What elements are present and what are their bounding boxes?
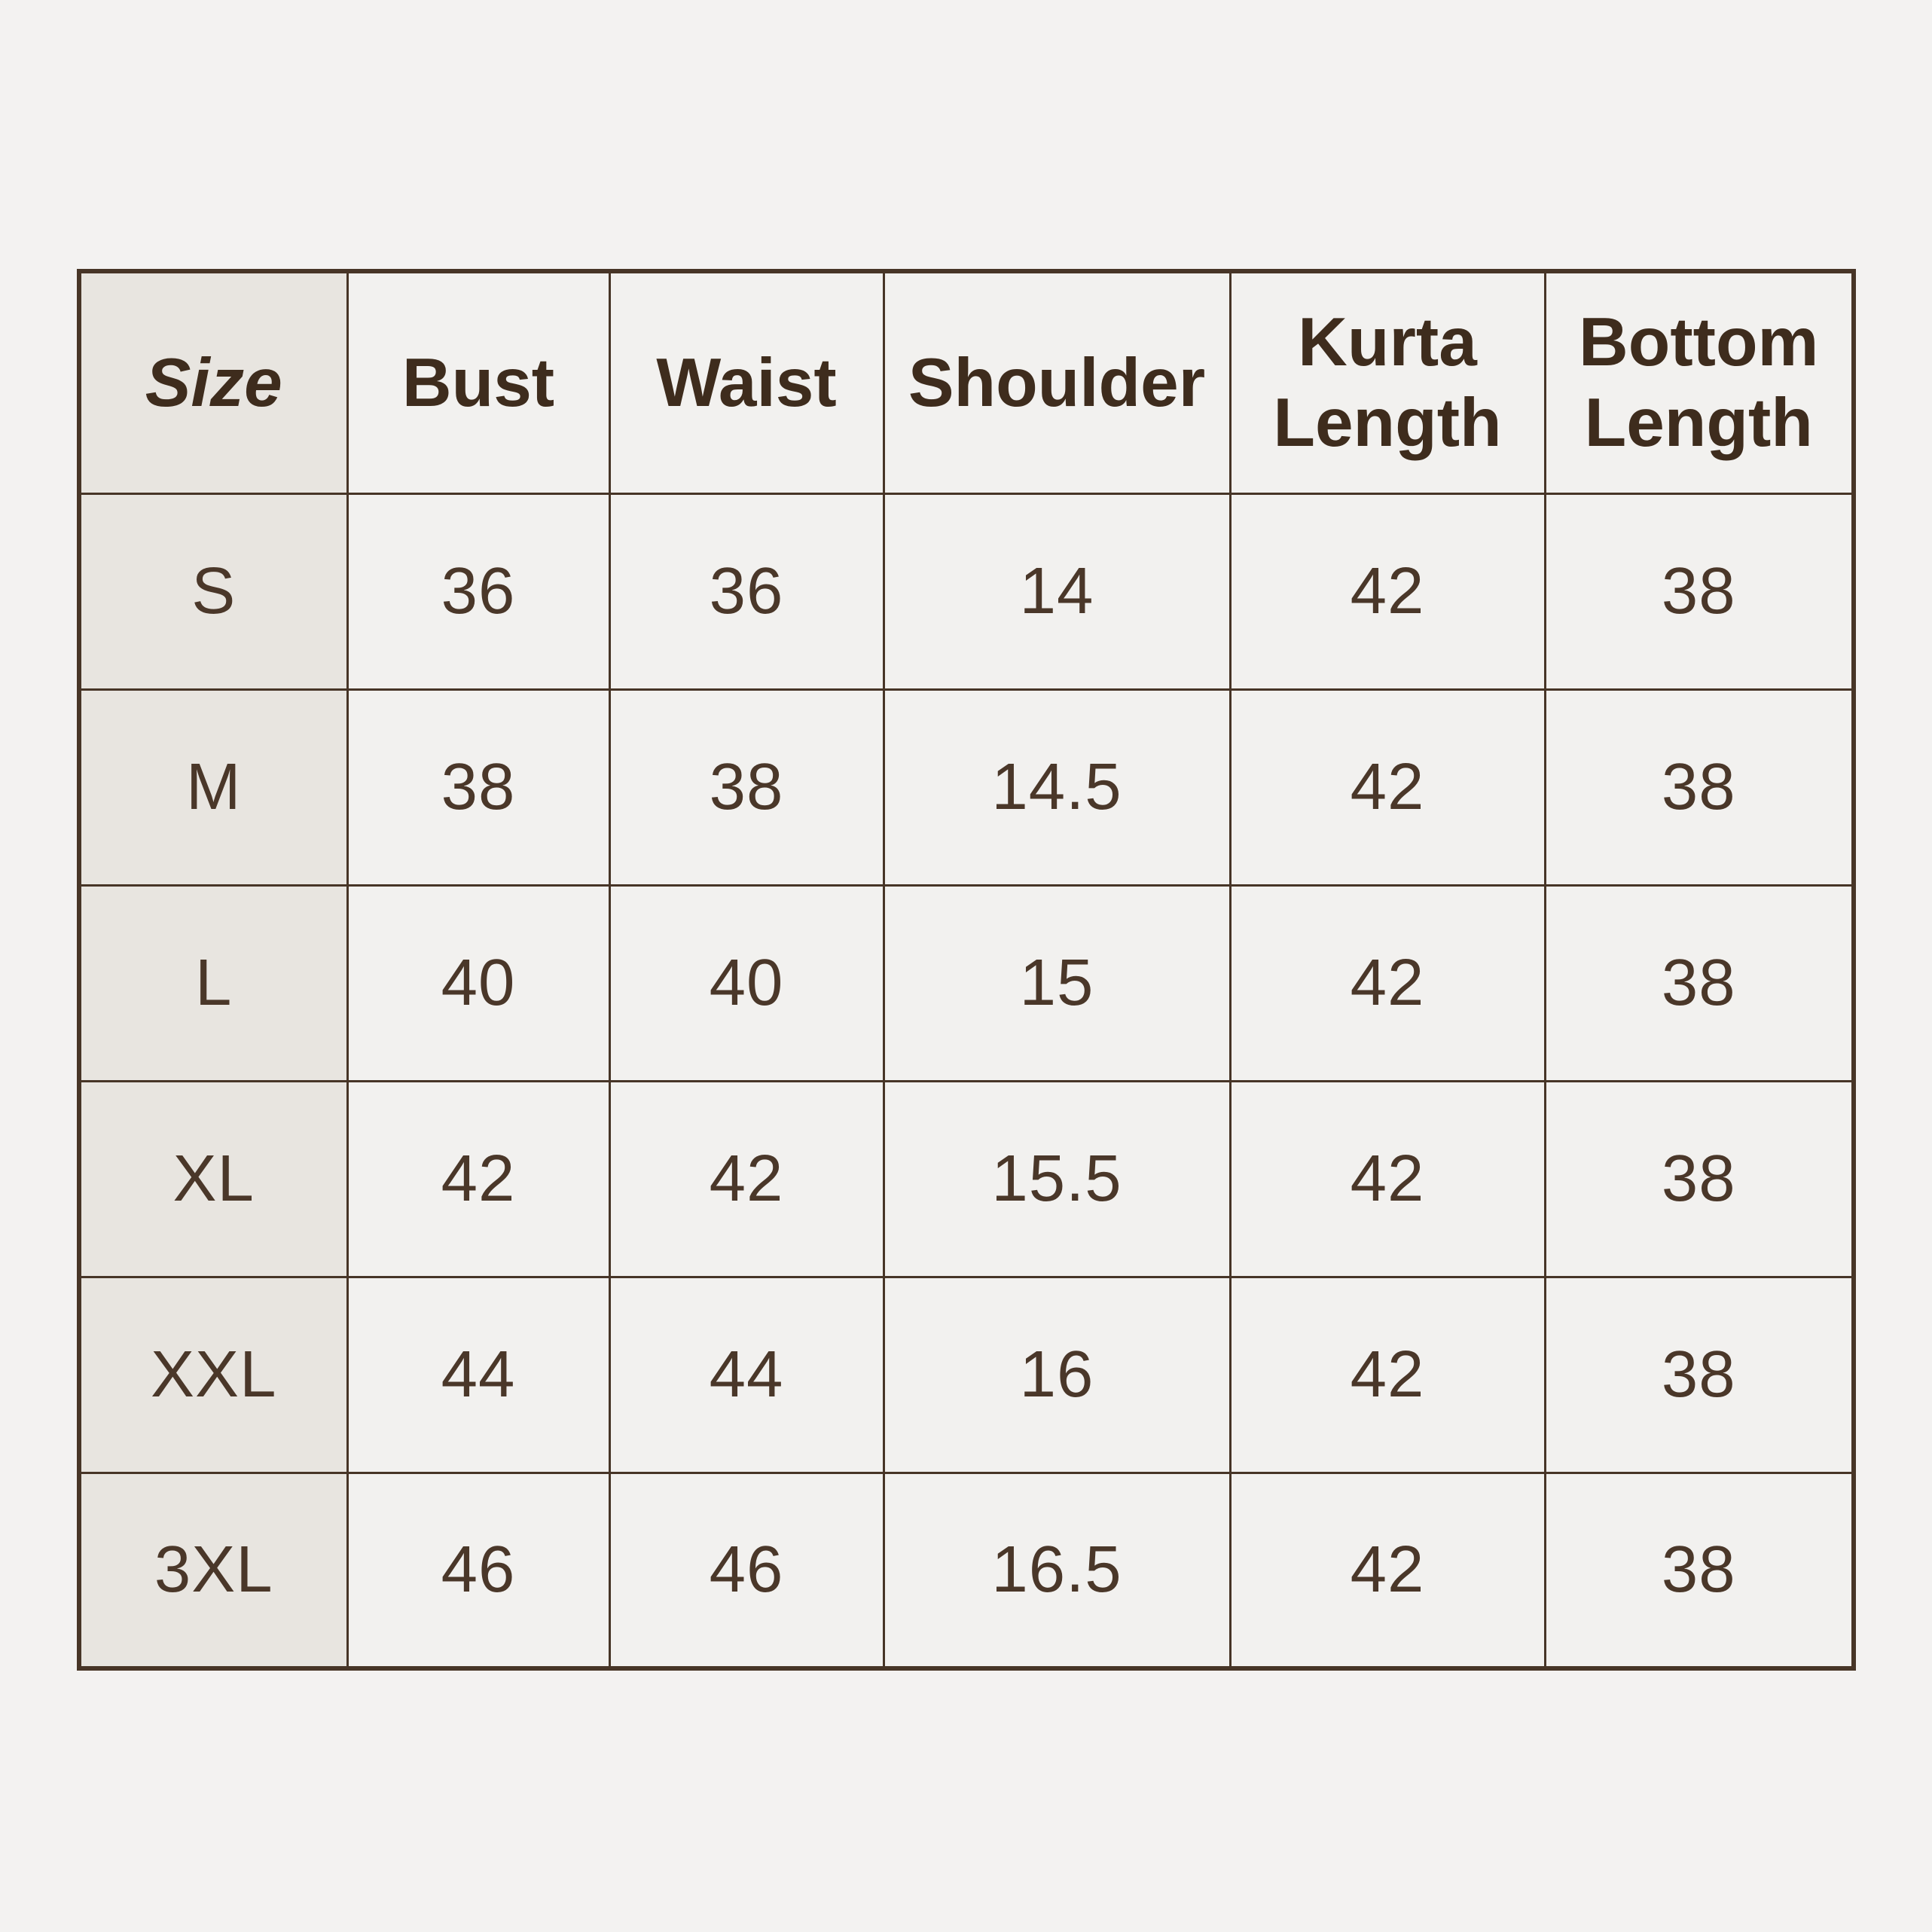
cell-kurta-length: 42 (1230, 1081, 1545, 1277)
cell-kurta-length: 42 (1230, 689, 1545, 885)
cell-waist: 44 (609, 1277, 884, 1473)
header-row (79, 271, 1854, 493)
cell-kurta-length: 42 (1230, 493, 1545, 689)
cell-bust: 44 (347, 1277, 609, 1473)
cell-bust: 40 (347, 885, 609, 1081)
cell-kurta-length: 42 (1230, 1473, 1545, 1668)
header-kurta-length: Kurta Length (1230, 271, 1545, 493)
cell-bottom-length: 38 (1545, 885, 1854, 1081)
cell-shoulder: 14.5 (884, 689, 1230, 885)
table-row-l (79, 885, 1854, 1081)
cell-size: L (79, 885, 347, 1081)
cell-waist: 42 (609, 1081, 884, 1277)
table-row-s (79, 493, 1854, 689)
table-row-xxl (79, 1277, 1854, 1473)
table-row-m (79, 689, 1854, 885)
header-size: Size (79, 271, 347, 493)
cell-bust: 38 (347, 689, 609, 885)
size-chart-table (77, 269, 1856, 1671)
cell-size: 3XL (79, 1473, 347, 1668)
header-shoulder: Shoulder (884, 271, 1230, 493)
cell-bottom-length: 38 (1545, 689, 1854, 885)
cell-bottom-length: 38 (1545, 1081, 1854, 1277)
cell-size: S (79, 493, 347, 689)
cell-bottom-length: 38 (1545, 1473, 1854, 1668)
cell-bottom-length: 38 (1545, 1277, 1854, 1473)
cell-shoulder: 15 (884, 885, 1230, 1081)
cell-waist: 38 (609, 689, 884, 885)
cell-bust: 36 (347, 493, 609, 689)
cell-shoulder: 15.5 (884, 1081, 1230, 1277)
cell-bottom-length: 38 (1545, 493, 1854, 689)
table-row-3xl (79, 1473, 1854, 1668)
cell-waist: 46 (609, 1473, 884, 1668)
cell-bust: 42 (347, 1081, 609, 1277)
cell-size: XXL (79, 1277, 347, 1473)
header-waist: Waist (609, 271, 884, 493)
cell-kurta-length: 42 (1230, 1277, 1545, 1473)
cell-bust: 46 (347, 1473, 609, 1668)
header-bust: Bust (347, 271, 609, 493)
cell-size: M (79, 689, 347, 885)
cell-waist: 40 (609, 885, 884, 1081)
cell-shoulder: 16.5 (884, 1473, 1230, 1668)
cell-kurta-length: 42 (1230, 885, 1545, 1081)
table-row-xl (79, 1081, 1854, 1277)
cell-size: XL (79, 1081, 347, 1277)
cell-shoulder: 16 (884, 1277, 1230, 1473)
cell-waist: 36 (609, 493, 884, 689)
cell-shoulder: 14 (884, 493, 1230, 689)
header-bottom-length: Bottom Length (1545, 271, 1854, 493)
